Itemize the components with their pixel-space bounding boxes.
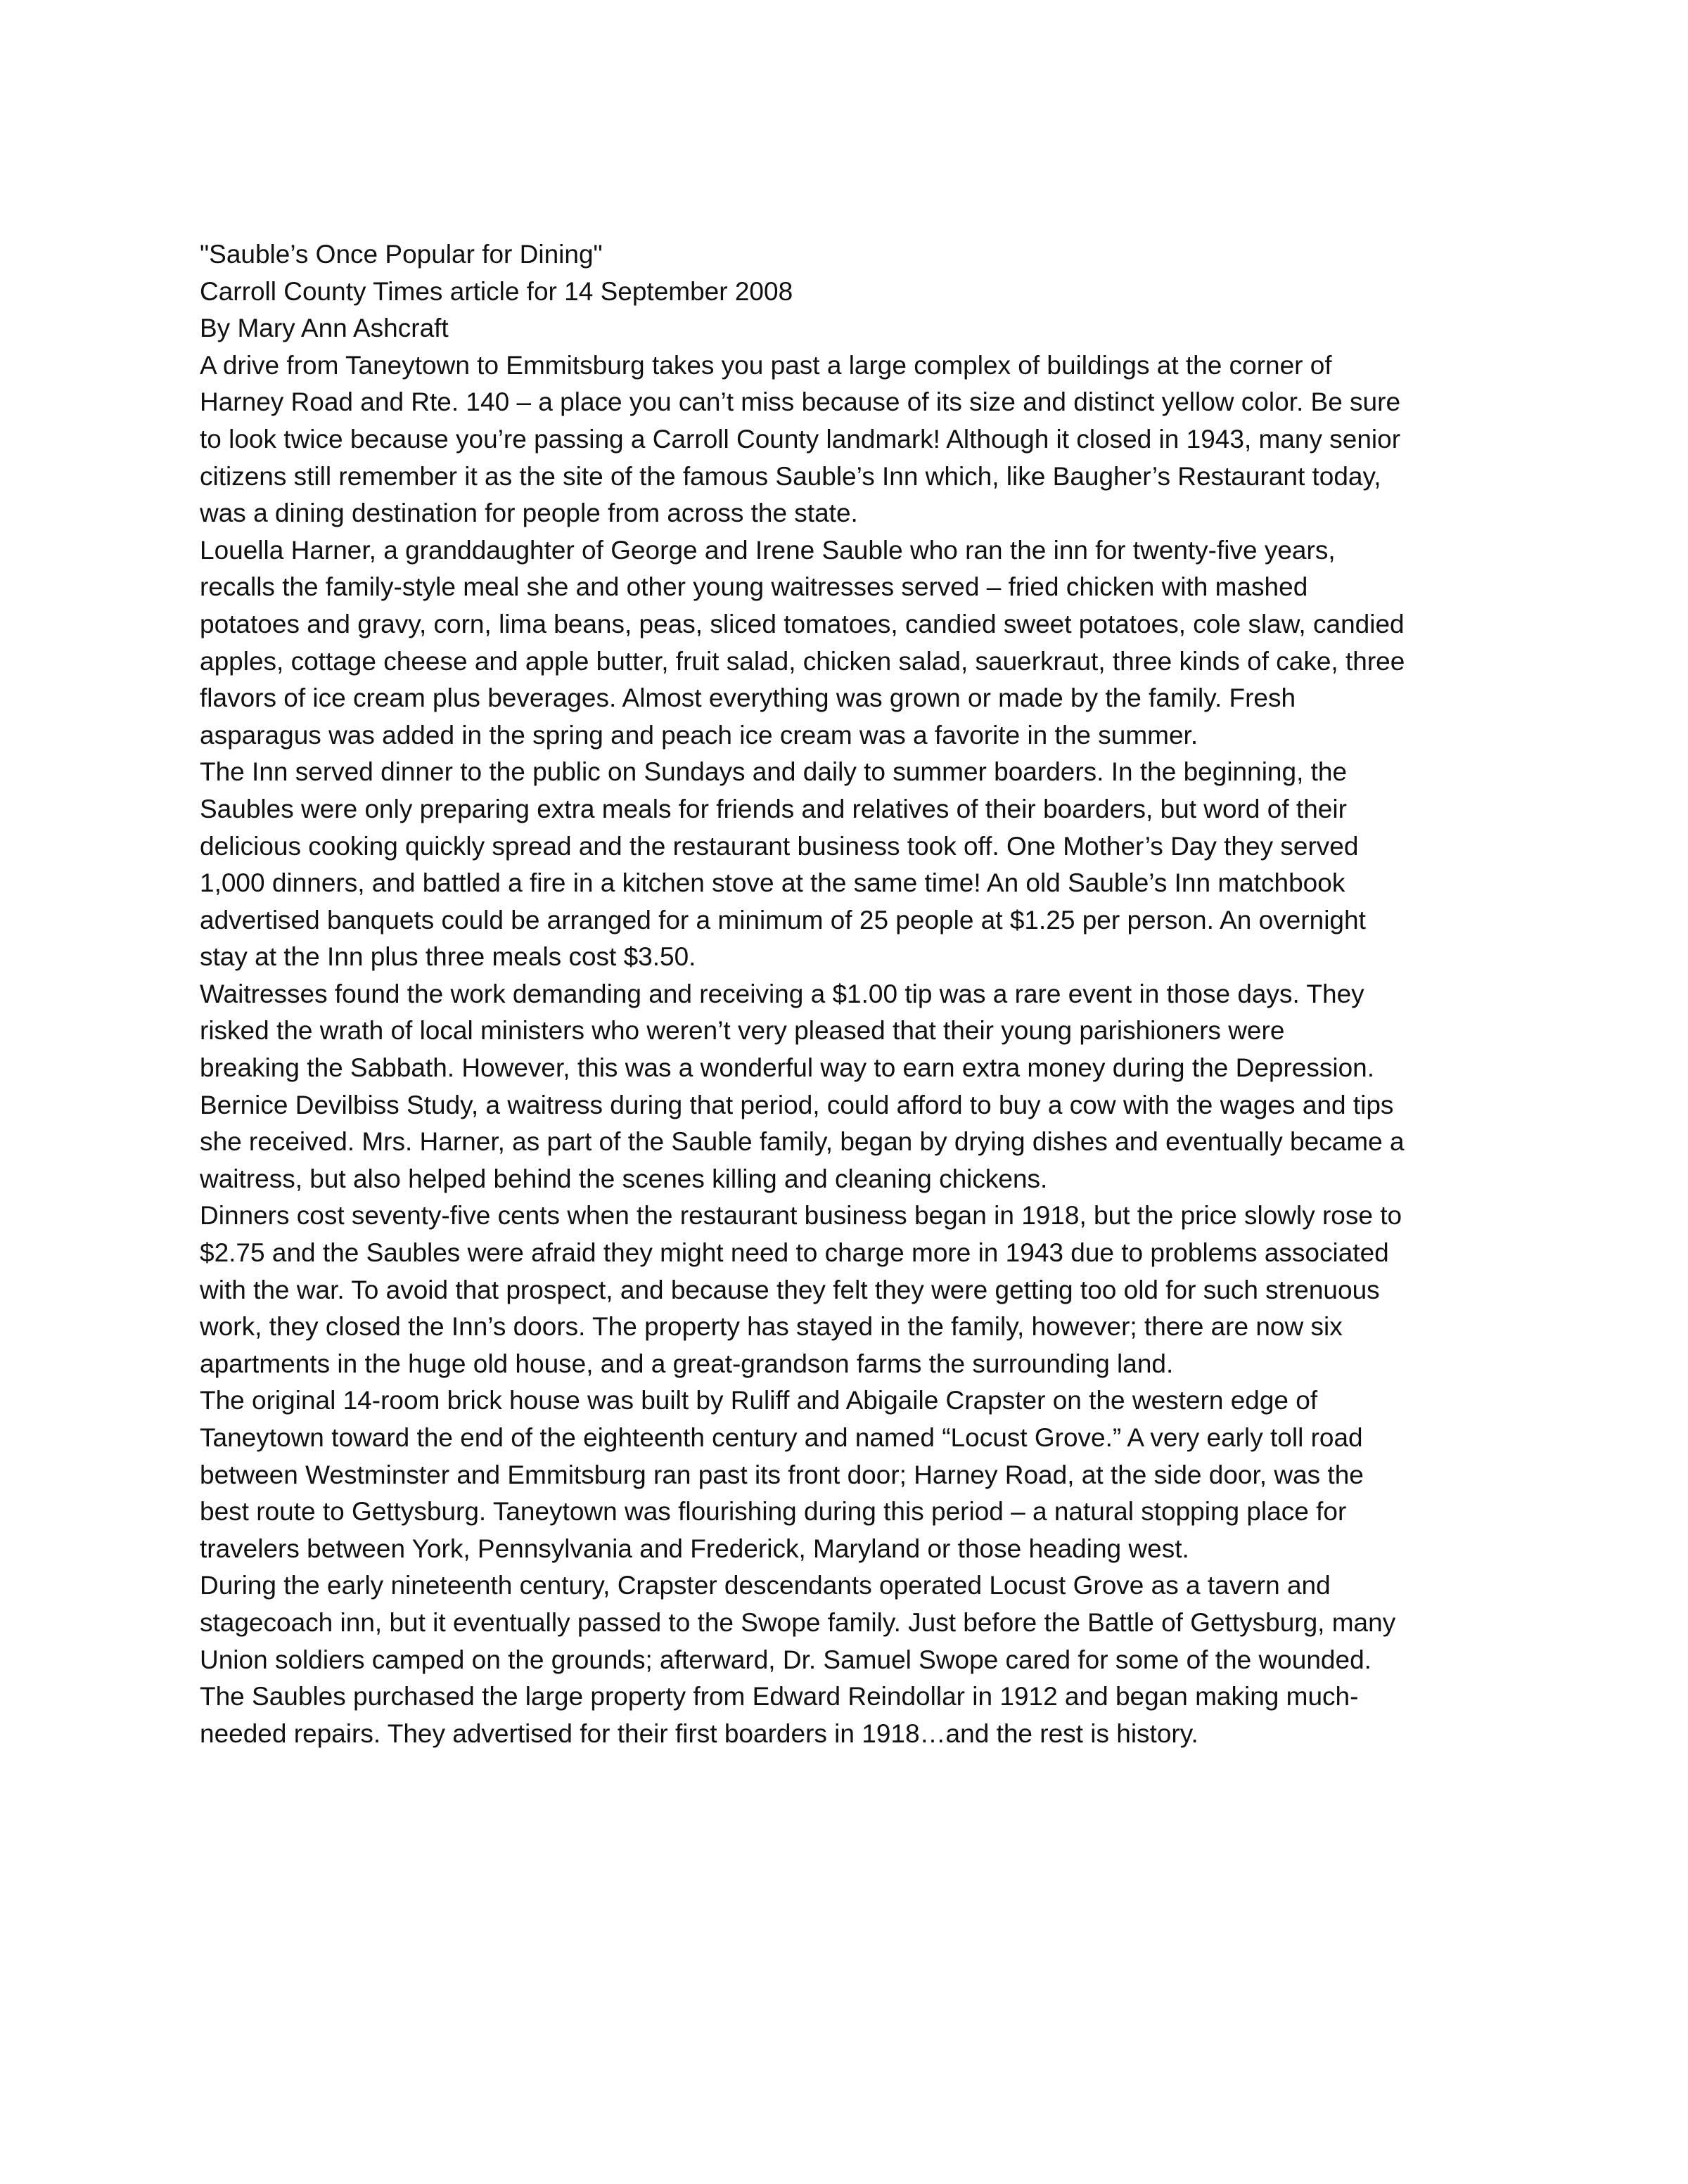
article-body <box>200 236 1522 1752</box>
paragraph-7-line: stagecoach inn, but it eventually passed to the Swope family. Just before the Battle of Gettysburg, many <box>200 1607 1396 1637</box>
paragraph-7-line: Union soldiers camped on the grounds; afterward, Dr. Samuel Swope cared for some of the wounded. <box>200 1645 1372 1674</box>
paragraph-2-line: potatoes and gravy, corn, lima beans, peas, sliced tomatoes, candied sweet potatoes, cole slaw, candied <box>200 609 1405 638</box>
paragraph-1-line: citizens still remember it as the site of the famous Sauble’s Inn which, like Baugher’s Restaurant today, <box>200 461 1381 491</box>
paragraph-4-line: risked the wrath of local ministers who weren’t very pleased that their young parishioners were <box>200 1016 1285 1046</box>
paragraph-6-line: best route to Gettysburg. Taneytown was flourishing during this period – a natural stopping place for <box>200 1497 1347 1527</box>
paragraph-3-line: The Inn served dinner to the public on Sundays and daily to summer boarders. In the beginning, the <box>200 757 1348 787</box>
paragraph-6-line: Taneytown toward the end of the eighteenth century and named “Locust Grove.” A very early toll road <box>200 1423 1363 1452</box>
paragraph-5-line: Dinners cost seventy-five cents when the restaurant business began in 1918, but the price slowly rose to <box>200 1201 1402 1231</box>
paragraph-1-line: Harney Road and Rte. 140 – a place you can’t miss because of its size and distinct yellow color. Be sure <box>200 387 1401 417</box>
paragraph-6-line: The original 14-room brick house was built by Ruliff and Abigaile Crapster on the western edge of <box>200 1386 1318 1415</box>
paragraph-7-line: During the early nineteenth century, Crapster descendants operated Locust Grove as a tavern and <box>200 1571 1331 1600</box>
paragraph-1-line: to look twice because you’re passing a Carroll County landmark! Although it closed in 1943, many senior <box>200 424 1401 454</box>
paragraph-4-line: waitress, but also helped behind the scenes killing and cleaning chickens. <box>200 1164 1048 1193</box>
paragraph-5-line: work, they closed the Inn’s doors. The property has stayed in the family, however; there are now six <box>200 1312 1343 1342</box>
article-title: "Sauble’s Once Popular for Dining" <box>200 240 603 269</box>
paragraph-6-line: between Westminster and Emmitsburg ran past its front door; Harney Road, at the side door, was the <box>200 1460 1364 1489</box>
paragraph-3-line: Saubles were only preparing extra meals for friends and relatives of their boarders, but word of their <box>200 794 1347 823</box>
publication-line: Carroll County Times article for 14 September 2008 <box>200 276 793 306</box>
paragraph-1-line: was a dining destination for people from across the state. <box>200 499 858 528</box>
paragraph-3-line: delicious cooking quickly spread and the restaurant business took off. One Mother’s Day they served <box>200 831 1359 861</box>
paragraph-4-line: she received. Mrs. Harner, as part of the Sauble family, began by drying dishes and eventually became a <box>200 1127 1405 1157</box>
paragraph-2-line: recalls the family-style meal she and other young waitresses served – fried chicken with mashed <box>200 572 1308 602</box>
byline: By Mary Ann Ashcraft <box>200 314 449 343</box>
paragraph-7-line: needed repairs. They advertised for their first boarders in 1918…and the rest is history. <box>200 1719 1198 1748</box>
paragraph-2-line: Louella Harner, a granddaughter of George and Irene Sauble who ran the inn for twenty-five years, <box>200 535 1336 565</box>
paragraph-4-line: Waitresses found the work demanding and receiving a $1.00 tip was a rare event in those days. They <box>200 979 1364 1008</box>
paragraph-5-line: with the war. To avoid that prospect, and because they felt they were getting too old for such strenuous <box>200 1275 1380 1304</box>
paragraph-4-line: Bernice Devilbiss Study, a waitress during that period, could afford to buy a cow with the wages and tips <box>200 1090 1394 1119</box>
paragraph-1-line: A drive from Taneytown to Emmitsburg takes you past a large complex of buildings at the corner of <box>200 350 1332 380</box>
paragraph-4-line: breaking the Sabbath. However, this was a wonderful way to earn extra money during the Depression. <box>200 1053 1375 1083</box>
paragraph-2-line: apples, cottage cheese and apple butter, fruit salad, chicken salad, sauerkraut, three kinds of cake, three <box>200 646 1405 676</box>
paragraph-7-line: The Saubles purchased the large property from Edward Reindollar in 1912 and began making much- <box>200 1682 1359 1711</box>
paragraph-3-line: stay at the Inn plus three meals cost $3.50. <box>200 942 696 972</box>
paragraph-3-line: 1,000 dinners, and battled a fire in a kitchen stove at the same time! An old Sauble’s Inn matchbook <box>200 868 1345 898</box>
paragraph-5-line: $2.75 and the Saubles were afraid they might need to charge more in 1943 due to problems associated <box>200 1238 1389 1268</box>
paragraph-2-line: flavors of ice cream plus beverages. Almost everything was grown or made by the family. Fresh <box>200 683 1296 713</box>
paragraph-3-line: advertised banquets could be arranged for a minimum of 25 people at $1.25 per person. An overnight <box>200 905 1366 934</box>
paragraph-2-line: asparagus was added in the spring and peach ice cream was a favorite in the summer. <box>200 720 1198 750</box>
paragraph-5-line: apartments in the huge old house, and a great-grandson farms the surrounding land. <box>200 1349 1174 1378</box>
paragraph-6-line: travelers between York, Pennsylvania and Frederick, Maryland or those heading west. <box>200 1534 1189 1563</box>
